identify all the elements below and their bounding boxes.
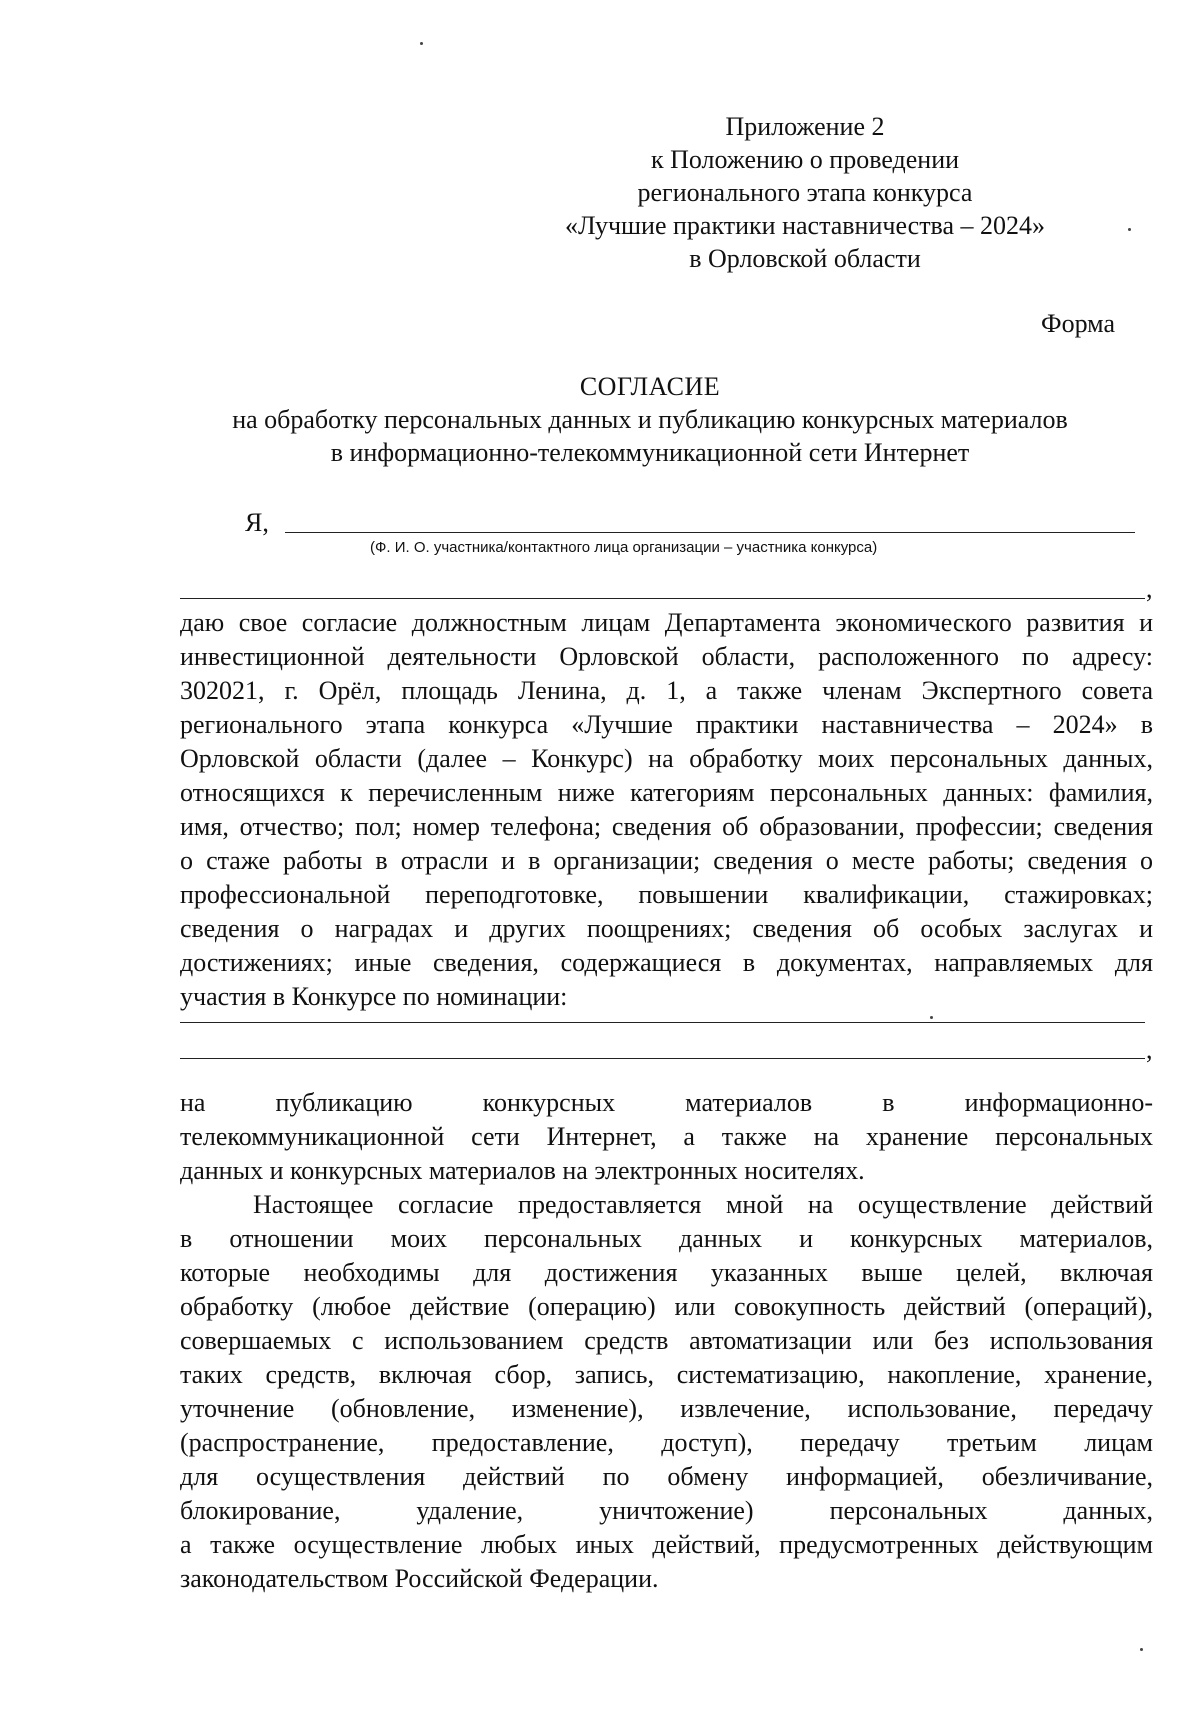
appendix-reference: к Положению о проведении [650,145,960,174]
name-field-caption: (Ф. И. О. участника/контактного лица организации – участника конкурса) [370,539,878,556]
scan-speck [420,42,423,45]
nomination-trailing-comma: , [1146,1035,1153,1064]
name-prefix: Я, [245,508,269,537]
paragraph-line: которые необходимы для достижения указанных выше целей, включая [180,1258,1153,1287]
scan-speck [1140,1648,1143,1651]
paragraph-line: законодательством Российской Федерации. [180,1564,659,1593]
paragraph-line: обработку (любое действие (операцию) или совокупность действий (операций), [180,1292,1153,1321]
paragraph-line: данных и конкурсных материалов на электронных носителях. [180,1156,865,1185]
paragraph-line: 302021, г. Орёл, площадь Ленина, д. 1, а также членам Экспертного совета [180,676,1153,705]
scan-speck [1128,228,1131,231]
scan-speck [930,1016,933,1019]
paragraph-line: (распространение, предоставление, доступ), передачу третьим лицам [180,1428,1153,1457]
paragraph-line: уточнение (обновление, изменение), извлечение, использование, передачу [180,1394,1153,1423]
actions-paragraph [180,1188,1153,1596]
paragraph-line: блокирование, удаление, уничтожение) персональных данных, [180,1496,1153,1525]
title-subheading-line-2: в информационно-телекоммуникационной сети Интернет [330,438,970,467]
paragraph-line: имя, отчество; пол; номер телефона; сведения об образовании, профессии; сведения [180,812,1153,841]
paragraph-line: в отношении моих персональных данных и конкурсных материалов, [180,1224,1153,1253]
appendix-contest-name: «Лучшие практики наставничества – 2024» [564,211,1046,240]
paragraph-line: достижениях; иные сведения, содержащиеся в документах, направляемых для [180,948,1153,977]
paragraph-line: телекоммуникационной сети Интернет, а также на хранение персональных [180,1122,1153,1151]
paragraph-line: для осуществления действий по обмену информацией, обезличивание, [180,1462,1153,1491]
paragraph-line: Орловской области (далее – Конкурс) на обработку моих персональных данных, [180,744,1153,773]
appendix-stage: регионального этапа конкурса [637,178,973,207]
document-title [100,370,1200,469]
name-trailing-comma: , [1146,574,1153,603]
paragraph-line: совершаемых с использованием средств автоматизации или без использования [180,1326,1153,1355]
appendix-region: в Орловской области [689,244,921,273]
appendix-number: Приложение 2 [725,112,885,141]
paragraph-line: Настоящее согласие предоставляется мной на осуществление действий [253,1190,1153,1219]
paragraph-line: о стаже работы в отрасли и в организации; сведения о месте работы; сведения о [180,846,1153,875]
paragraph-line: профессиональной переподготовке, повышении квалификации, стажировках; [180,880,1153,909]
appendix-header [560,110,1050,275]
nomination-input-line-1[interactable] [180,1022,1145,1023]
form-label: Форма [1041,309,1115,338]
paragraph-line: даю свое согласие должностным лицам Департамента экономического развития и [180,608,1153,637]
title-heading: СОГЛАСИЕ [579,372,721,401]
nomination-input-line-2[interactable] [180,1058,1145,1059]
paragraph-line: относящихся к перечисленным ниже категориям персональных данных: фамилия, [180,778,1153,807]
name-input-line[interactable] [285,532,1135,533]
paragraph-line: регионального этапа конкурса «Лучшие практики наставничества – 2024» в [180,710,1153,739]
title-subheading-line-1: на обработку персональных данных и публикацию конкурсных материалов [232,405,1068,434]
name-input-line-continued[interactable] [180,598,1145,599]
paragraph-line: сведения о наградах и других поощрениях; сведения об особых заслугах и [180,914,1153,943]
paragraph-line: участия в Конкурсе по номинации: [180,982,568,1011]
paragraph-line: инвестиционной деятельности Орловской области, расположенного по адресу: [180,642,1153,671]
consent-paragraph [180,606,1153,1014]
paragraph-line: таких средств, включая сбор, запись, систематизацию, накопление, хранение, [180,1360,1153,1389]
paragraph-line: а также осуществление любых иных действий, предусмотренных действующим [180,1530,1153,1559]
publication-paragraph [180,1086,1153,1188]
paragraph-line: на публикацию конкурсных материалов в информационно- [180,1088,1153,1117]
